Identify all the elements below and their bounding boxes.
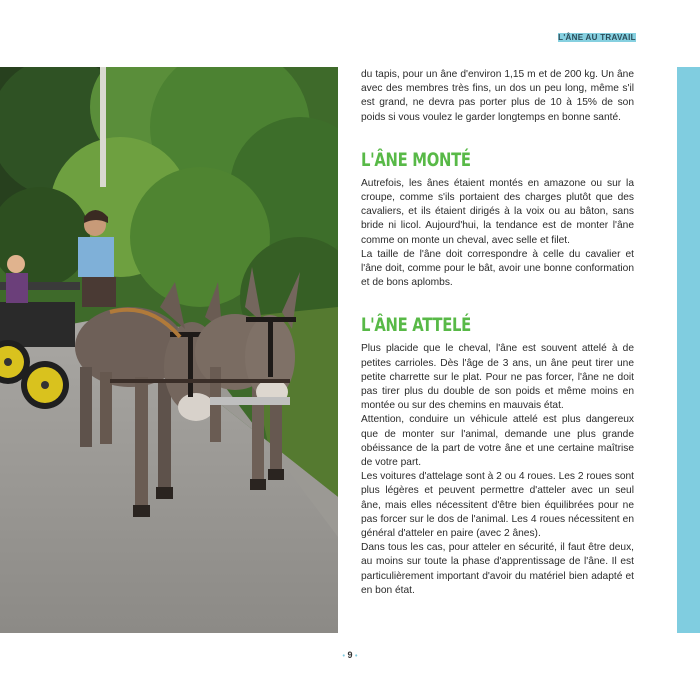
- paragraph: Attention, conduire un véhicule attelé est plus dangereux que de monter sur l'animal, demande une plus grande obéissance de la part de votre âne et une certaine maîtrise de votre part.: [361, 414, 634, 469]
- article-text: [361, 68, 634, 598]
- section-title-ane-monte: L'ÂNE MONTÉ: [361, 148, 471, 171]
- paragraph: Plus placide que le cheval, l'âne est souvent attelé à de petites carrioles. Dès l'âge de 3 ans, un âne peut tirer une petite charrette sur le plat. Pour ne pas forcer, l'âne ne doit pas tirer plus du double de son poids et même moins en montée ou sur des chemins en mauvais état.: [361, 343, 634, 412]
- page-number: 9: [347, 650, 353, 660]
- section-header-label: L'ÂNE AU TRAVAIL: [558, 33, 636, 42]
- paragraph: La taille de l'âne doit correspondre à celle du cavalier et l'âne doit, comme pour le bât, avoir une bonne conformation et de bons aplombs.: [361, 248, 634, 289]
- dot-icon: •: [342, 653, 345, 660]
- page-footer: [0, 650, 700, 660]
- donkey-cart-photo: [0, 67, 338, 633]
- accent-side-bar: [677, 67, 700, 633]
- paragraph: Autrefois, les ânes étaient montés en amazone ou sur la croupe, comme s'ils portaient des charges plutôt que des cavaliers, et ils étaient dirigés à la voix ou au bâton, sans bride ni licol. Aujourd'hui, la tendance est de monter l'âne comme on monte un cheval, avec selle et filet.: [361, 177, 634, 246]
- paragraph: Dans tous les cas, pour atteler en sécurité, il faut être deux, au moins sur toute la phase d'apprentissage de l'âne. Il est particulièrement important d'avoir du matériel bien adapté et en bon état.: [361, 542, 634, 596]
- paragraph: Les voitures d'attelage sont à 2 ou 4 roues. Les 2 roues sont plus légères et peuvent permettre d'atteler avec un seul âne, mais elles nécessitent d'être bien équilibrées pour ne pas forcer sur le dos de l'animal. Les 4 roues nécessitent en général d'atteler en paire (avec 2 ânes).: [361, 471, 634, 540]
- section-title-ane-attele: L'ÂNE ATTELÉ: [361, 314, 471, 337]
- dot-icon: •: [355, 653, 358, 660]
- photo-illustration: [0, 67, 338, 633]
- intro-paragraph: du tapis, pour un âne d'environ 1,15 m et de 200 kg. Un âne avec des membres très fins, un dos un peu long, même s'il est grand, ne devra pas porter plus de 10 à 15% de son poids si vous voulez le garder longtemps en bonne santé.: [361, 69, 634, 123]
